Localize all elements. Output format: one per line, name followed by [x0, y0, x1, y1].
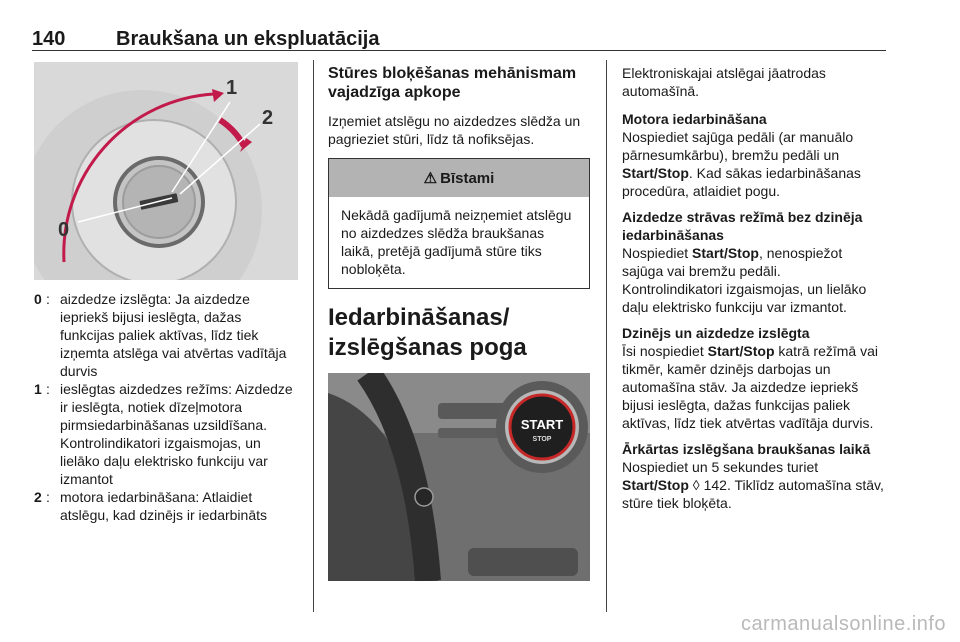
body-text: Nospiediet sajūga pedāli (ar manuālo pārnesumkārbu), bremžu pedāli un	[622, 129, 854, 163]
warning-header	[329, 159, 589, 197]
stop-button-sublabel: STOP	[532, 436, 552, 443]
figure-label-1: 1	[226, 77, 238, 99]
section-title: Ārkārtas izslēgšana braukšanas laikā	[622, 441, 871, 457]
start-stop-term: Start/Stop	[692, 245, 759, 261]
warning-title: Bīstami	[440, 169, 495, 187]
body-text: katrā režīmā vai tikmēr, kamēr dzinējs darbojas un automašīna stāv. Ja aizdedze iepriekš bijusi ieslēgta, dažas funkcijas paliek aktīvas, līdz tiek atvērtas vadītāja durvis.	[622, 343, 878, 431]
column-1	[34, 62, 298, 524]
legend-separator: :	[46, 291, 50, 307]
electronic-key-intro: Elektroniskajai atslēgai jāatrodas automašīnā.	[622, 65, 826, 99]
start-stop-term: Start/Stop	[622, 165, 689, 181]
legend-item	[34, 488, 298, 524]
section-body	[622, 342, 884, 432]
steering-lock-paragraph: Izņemiet atslēgu no aizdedzes slēdža un pagrieziet stūri, līdz tā nofiksējas.	[328, 113, 581, 147]
warning-triangle-icon: ⚠	[423, 170, 438, 187]
page-header	[32, 28, 888, 52]
legend-value: ieslēgtas aizdedzes režīms: Aizdedze ir ieslēgta, notiek dīzeļmotora pirmsiedarbināšanas uzsildīšana. Kontrolindikatori izgaismojas, un lielāko daļu elektrisko funkciju var izmantot	[60, 381, 293, 487]
ignition-switch-figure	[34, 62, 298, 280]
section-emergency-shutdown	[622, 440, 884, 512]
body-text: Īsi nospiediet	[622, 343, 708, 359]
warning-body: Nekādā gadījumā neizņemiet atslēgu no aizdedzes slēdža braukšanas laikā, pretējā gadījumā stūre tiks nobloķēta.	[341, 207, 572, 277]
section-title-start-stop-button: Iedarbināšanas/ izslēgšanas poga	[328, 304, 527, 361]
body-text: . Kad sākas iedarbināšanas procedūra, atlaidiet pogu.	[622, 165, 861, 199]
watermark: carmanualsonline.info	[740, 613, 946, 635]
body-text: 142. Tiklīdz automašīna stāv, stūre tiek bloķēta.	[622, 477, 884, 511]
column-divider-1	[313, 60, 314, 612]
legend-separator: :	[46, 381, 50, 397]
legend-value: aizdedze izslēgta: Ja aizdedze iepriekš bijusi ieslēgta, dažas funkcijas paliek aktīvas, līdz tiek izņemta atslēga vai atvērtas vadītāja durvis	[60, 291, 287, 379]
warning-box	[328, 158, 590, 289]
section-engine-off	[622, 324, 884, 432]
section-engine-start	[622, 110, 884, 200]
body-text: Nospiediet	[622, 245, 693, 261]
section-title: Motora iedarbināšana	[622, 111, 767, 127]
section-heading-steering-lock: Stūres bloķēšanas mehānismam vajadzīga apkope	[328, 65, 577, 101]
column-divider-2	[606, 60, 607, 612]
column-3	[622, 64, 884, 512]
start-stop-button-figure	[328, 373, 590, 581]
body-text: , nenospiežot sajūga vai bremžu pedāli. Kontrolindikatori izgaismojas, un lielāko daļu elektrisko funkciju var izmantot.	[622, 245, 867, 315]
page-reference-icon[interactable]: ◊	[692, 477, 700, 493]
legend-value: motora iedarbināšana: Atlaidiet atslēgu, kad dzinējs ir iedarbināts	[60, 489, 268, 523]
legend-key: 0	[34, 291, 42, 307]
legend-item	[34, 290, 298, 380]
legend-separator: :	[46, 489, 50, 505]
section-title: Aizdedze strāvas režīmā bez dzinēja iedarbināšanas	[622, 209, 863, 243]
section-body	[622, 244, 884, 316]
section-power-mode	[622, 208, 884, 316]
column-2	[328, 64, 590, 581]
header-rule	[32, 50, 886, 51]
figure-label-0: 0	[58, 219, 70, 241]
start-stop-term: Start/Stop	[707, 343, 775, 359]
legend-key: 1	[34, 381, 42, 397]
legend-item	[34, 380, 298, 488]
section-body	[622, 128, 884, 200]
chapter-title: Braukšana un ekspluatācija	[116, 28, 380, 50]
body-text: Nospiediet un 5 sekundes turiet	[622, 459, 819, 475]
start-stop-term: Start/Stop	[622, 477, 689, 493]
legend-key: 2	[34, 489, 42, 505]
section-body	[622, 458, 884, 512]
page-number: 140	[32, 28, 66, 50]
section-title: Dzinējs un aizdedze izslēgta	[622, 325, 810, 341]
start-button-label: START	[520, 417, 564, 432]
figure-label-2: 2	[262, 107, 274, 129]
figure-legend	[34, 290, 298, 524]
